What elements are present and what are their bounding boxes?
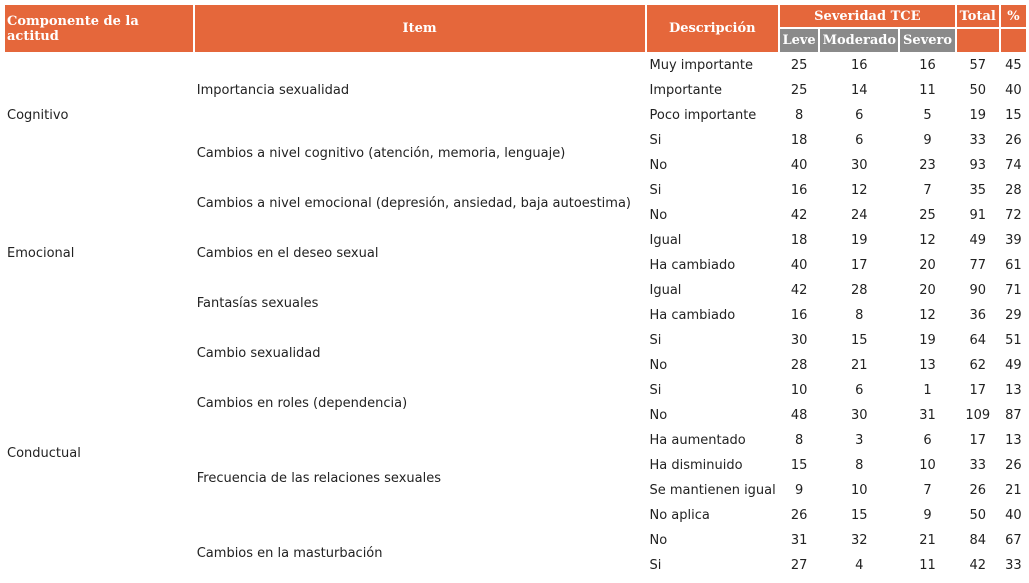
header-pct-blank [1001,29,1026,52]
table-header [5,5,1026,52]
leve-cell: 42 [790,208,808,223]
total-cell: 57 [969,58,987,73]
severo-cell: 11 [919,558,936,573]
pct-cell: 61 [1005,258,1022,273]
moderado-cell: 8 [855,458,864,473]
total-cell: 50 [969,83,987,98]
pct-cell: 13 [1005,433,1022,448]
total-cell: 26 [969,483,987,498]
total-cell: 50 [969,508,987,523]
component-cell: Conductual [7,445,81,461]
pct-cell: 39 [1005,233,1022,248]
total-cell: 17 [969,383,987,398]
severo-cell: 20 [919,283,936,298]
leve-cell: 16 [790,183,808,198]
leve-cell: 10 [790,383,808,398]
leve-cell: 18 [790,233,808,248]
severo-cell: 9 [923,133,932,148]
description-cell: No [649,408,668,423]
pct-cell: 33 [1005,558,1022,573]
severo-cell: 16 [919,58,936,73]
moderado-cell: 6 [855,383,864,398]
leve-cell: 30 [790,333,808,348]
leve-cell: 8 [794,108,804,123]
description-cell: Si [649,333,662,348]
pct-cell: 13 [1005,383,1022,398]
moderado-cell: 24 [851,208,868,223]
header-leve: Leve [780,29,818,52]
pct-cell: 49 [1005,358,1022,373]
total-cell: 42 [969,558,987,573]
severo-cell: 12 [919,308,936,323]
moderado-cell: 10 [851,483,868,498]
item-cell: Cambios en roles (dependencia) [196,395,408,411]
leve-cell: 48 [790,408,808,423]
pct-cell: 72 [1005,208,1022,223]
item-cell: Frecuencia de las relaciones sexuales [196,470,441,486]
header-item: Item [195,5,645,52]
leve-cell: 40 [790,158,808,173]
moderado-cell: 30 [851,158,868,173]
table-row [5,329,1026,352]
moderado-cell: 30 [851,408,868,423]
leve-cell: 42 [790,283,808,298]
description-cell: Si [649,383,662,398]
severo-cell: 10 [919,458,936,473]
header-total-blank [957,29,999,52]
description-cell: No [649,358,668,373]
leve-cell: 16 [790,308,808,323]
item-cell: Cambio sexualidad [196,345,321,361]
total-cell: 90 [969,283,987,298]
header-componente: Componente de la actitud [5,5,193,52]
moderado-cell: 4 [855,558,864,573]
leve-cell: 25 [790,83,808,98]
total-cell: 33 [969,133,987,148]
description-cell: Ha disminuido [649,458,743,473]
leve-cell: 28 [790,358,808,373]
component-cell: Cognitivo [7,108,69,123]
severo-cell: 20 [919,258,936,273]
severo-cell: 23 [919,158,936,173]
moderado-cell: 16 [851,58,868,73]
severo-cell: 9 [923,508,932,523]
pct-cell: 26 [1005,458,1022,473]
table-row [5,179,1026,202]
leve-cell: 8 [794,433,804,448]
description-cell: Ha aumentado [649,433,746,448]
description-cell: Muy importante [649,58,754,73]
moderado-cell: 6 [855,133,864,148]
total-cell: 77 [969,258,987,273]
total-cell: 84 [969,533,987,548]
severo-cell: 7 [923,183,932,198]
description-cell: Si [649,183,662,198]
total-cell: 62 [969,358,987,373]
leve-cell: 15 [790,458,808,473]
pct-cell: 40 [1005,508,1022,523]
severo-cell: 25 [919,208,936,223]
total-cell: 109 [965,408,991,423]
total-cell: 19 [969,108,987,123]
description-cell: No [649,208,668,223]
moderado-cell: 15 [851,333,868,348]
leve-cell: 9 [794,483,804,498]
description-cell: Importante [649,83,722,98]
leve-cell: 27 [790,558,808,573]
total-cell: 36 [969,308,987,323]
leve-cell: 40 [790,258,808,273]
pct-cell: 21 [1005,483,1022,498]
description-cell: Se mantienen igual [649,483,776,498]
moderado-cell: 28 [851,283,868,298]
severo-cell: 21 [919,533,936,548]
leve-cell: 18 [790,133,808,148]
severo-cell: 6 [923,433,932,448]
total-cell: 35 [969,183,987,198]
pct-cell: 45 [1005,58,1022,73]
moderado-cell: 8 [855,308,864,323]
pct-cell: 74 [1005,158,1022,173]
severo-cell: 12 [919,233,936,248]
description-cell: Poco importante [649,108,757,123]
leve-cell: 25 [790,58,808,73]
description-cell: Ha cambiado [649,308,736,323]
header-severo: Severo [900,29,954,52]
severo-cell: 7 [923,483,932,498]
component-cell: Emocional [7,245,75,261]
header-total: Total [957,5,999,27]
pct-cell: 87 [1005,408,1022,423]
moderado-cell: 15 [851,508,868,523]
leve-cell: 26 [790,508,808,523]
total-cell: 91 [969,208,987,223]
total-cell: 17 [969,433,987,448]
item-cell: Fantasías sexuales [196,295,319,311]
moderado-cell: 6 [855,108,864,123]
pct-cell: 26 [1005,133,1022,148]
item-cell: Cambios a nivel emocional (depresión, ansiedad, baja autoestima) [196,195,631,211]
table-body [5,54,1026,577]
total-cell: 64 [969,333,987,348]
description-cell: No aplica [649,508,710,523]
description-cell: Si [649,558,662,573]
severo-cell: 31 [919,408,936,423]
attitude-table [3,3,1028,579]
description-cell: Si [649,133,662,148]
description-cell: No [649,533,668,548]
severo-cell: 1 [923,383,932,398]
item-cell: Importancia sexualidad [196,83,350,98]
severo-cell: 13 [919,358,936,373]
pct-cell: 29 [1005,308,1022,323]
severo-cell: 19 [919,333,936,348]
severo-cell: 5 [923,108,932,123]
description-cell: Igual [649,283,682,298]
total-cell: 49 [969,233,987,248]
total-cell: 33 [969,458,987,473]
pct-cell: 51 [1005,333,1022,348]
table-row [5,54,1026,77]
leve-cell: 31 [790,533,808,548]
header-pct: % [1001,5,1026,27]
header-descripcion: Descripción [647,5,779,52]
moderado-cell: 17 [851,258,868,273]
item-cell: Cambios en el deseo sexual [196,245,379,261]
pct-cell: 67 [1005,533,1022,548]
pct-cell: 40 [1005,83,1022,98]
pct-cell: 71 [1005,283,1022,298]
description-cell: Igual [649,233,682,248]
item-cell: Cambios en la masturbación [196,545,383,561]
description-cell: Ha cambiado [649,258,736,273]
header-severidad: Severidad TCE [780,5,955,27]
moderado-cell: 21 [851,358,868,373]
header-moderado: Moderado [820,29,898,52]
total-cell: 93 [969,158,987,173]
severo-cell: 11 [919,83,936,98]
moderado-cell: 12 [851,183,868,198]
item-cell: Cambios a nivel cognitivo (atención, memoria, lenguaje) [196,145,566,161]
moderado-cell: 14 [851,83,868,98]
pct-cell: 28 [1005,183,1022,198]
moderado-cell: 32 [851,533,868,548]
description-cell: No [649,158,668,173]
moderado-cell: 3 [855,433,864,448]
moderado-cell: 19 [851,233,868,248]
pct-cell: 15 [1005,108,1022,123]
